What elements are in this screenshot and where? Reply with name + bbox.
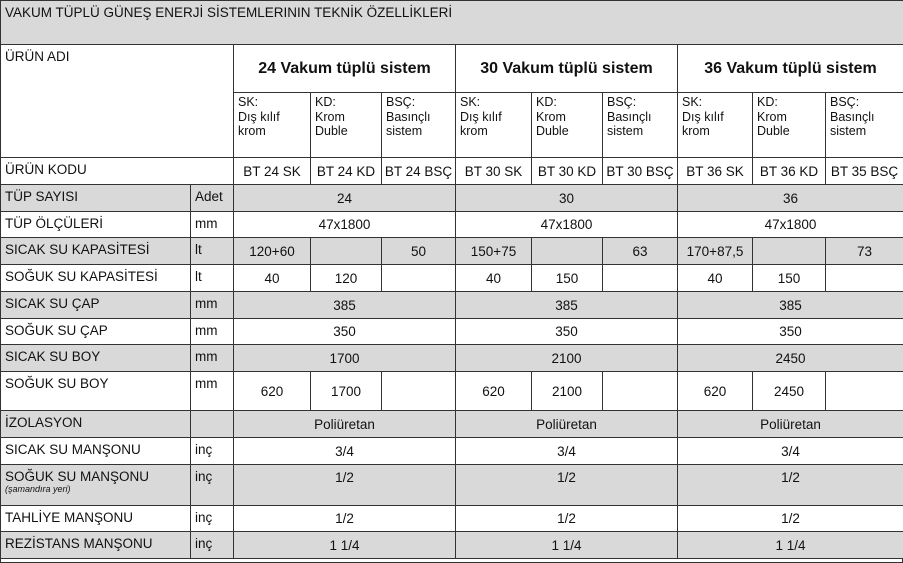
row-label [1,265,191,292]
row-label [1,438,191,465]
row-label [1,345,191,372]
value-cell [678,465,903,506]
product-name-text: ÜRÜN ADI [5,49,70,64]
variant-line: Basınçlı [607,109,652,124]
product-code-value: BT 24 SK [243,163,301,179]
product-code-cell [382,158,456,185]
row-label-text: SOĞUK SU MANŞONU [5,469,150,484]
value-cell [678,532,903,559]
value-text: 350 [333,324,356,339]
value-text: 40 [707,270,723,286]
variant-line: Basınçlı [386,109,431,124]
value-cell [234,345,456,372]
value-cell [456,238,532,265]
variant-line: sistem [386,124,423,138]
row-unit-text: inç [195,536,213,551]
variant-line: krom [682,124,710,138]
row-label-text: SICAK SU BOY [5,349,101,364]
value-cell [603,238,678,265]
value-cell [456,438,678,465]
row-label-text: TAHLİYE MANŞONU [5,510,134,525]
row-unit [191,372,234,411]
product-code-cell [234,158,311,185]
variant-line: BSÇ: [607,95,637,109]
row-label [1,465,191,506]
row-label-note: (şamandıra yeri) [5,484,71,494]
value-cell [603,265,678,292]
value-cell [826,372,903,411]
variant-cell [678,93,753,158]
product-code-value: BT 36 SK [686,163,744,179]
row-label [1,238,191,265]
value-cell [456,185,678,212]
value-cell [234,238,311,265]
product-code-value: BT 30 SK [464,163,523,179]
value-text: Poliüretan [314,416,375,432]
value-cell [532,238,603,265]
value-text: 350 [555,324,578,339]
row-unit [191,185,234,212]
variant-line: Dış kılıf [682,109,724,124]
value-text: 1/2 [557,470,576,485]
row-unit [191,438,234,465]
row-unit [191,532,234,559]
variant-line: Duble [757,124,790,138]
value-cell [456,372,532,411]
value-cell [234,438,456,465]
value-text: 3/4 [335,443,354,459]
system-header [678,45,903,93]
value-text: 1/2 [557,511,576,526]
row-label-text: REZİSTANS MANŞONU [5,536,153,551]
row-label-text: SICAK SU MANŞONU [5,442,141,457]
value-text: 2100 [551,383,583,399]
value-text: 120+60 [249,243,295,259]
variant-line: krom [238,124,266,138]
value-cell [234,292,456,319]
value-text: 385 [333,297,356,313]
value-text: 620 [482,383,505,399]
variant-line: KD: [757,95,778,109]
product-code-value: BT 24 KD [316,163,376,179]
value-cell [678,411,903,438]
value-cell [234,506,456,532]
variant-cell [311,93,382,158]
row-unit [191,411,234,438]
value-text: 24 [336,190,353,206]
value-text: Poliüretan [760,416,821,432]
row-unit [191,265,234,292]
value-text: 620 [703,383,727,399]
row-unit-text: mm [195,376,218,391]
page-title [1,1,903,45]
system-header-text: 36 Vakum tüplü sistem [704,60,877,77]
value-cell [234,212,456,238]
row-label-text: TÜP SAYISI [5,189,79,204]
value-cell [678,292,903,319]
value-text: 120 [334,270,358,286]
value-cell [456,506,678,532]
row-unit-text: Adet [195,189,223,204]
variant-cell [456,93,532,158]
value-cell [234,372,311,411]
value-cell [532,265,603,292]
variant-line: Krom [536,109,566,124]
value-cell [678,185,903,212]
value-cell [678,506,903,532]
product-code-value: BT 24 BSÇ [384,163,453,179]
value-cell [678,319,903,345]
row-label-text: SOĞUK SU ÇAP [5,323,108,338]
row-unit-text: inç [195,510,213,525]
value-cell [311,265,382,292]
value-cell [234,411,456,438]
value-cell [234,185,456,212]
value-text: 47x1800 [318,217,371,232]
variant-line: SK: [238,95,259,109]
value-cell [456,345,678,372]
row-unit [191,506,234,532]
value-cell [826,238,903,265]
value-cell [456,292,678,319]
variant-line: Basınçlı [830,109,875,124]
variant-line: Krom [315,109,345,124]
value-cell [234,319,456,345]
value-text: 350 [779,324,802,339]
value-cell [456,465,678,506]
variant-line: KD: [315,95,336,109]
value-text: 47x1800 [764,217,817,232]
value-cell [678,372,753,411]
row-label [1,532,191,559]
row-label-text: SOĞUK SU KAPASİTESİ [5,269,158,284]
system-header [456,45,678,93]
value-text: 40 [485,270,502,286]
value-text: 1/2 [335,511,354,526]
value-text: 1/2 [781,511,800,526]
product-code-cell [826,158,903,185]
row-label [1,506,191,532]
row-unit-text: lt [195,269,202,284]
row-unit-text: mm [195,216,218,231]
value-text: 3/4 [557,443,576,459]
value-cell [234,265,311,292]
value-cell [456,411,678,438]
value-cell [678,345,903,372]
variant-line: SK: [460,95,481,109]
product-code-cell [603,158,678,185]
variant-cell [753,93,826,158]
value-cell [234,532,456,559]
variant-line: Dış kılıf [238,109,280,124]
product-code-value: BT 30 KD [537,163,597,179]
product-name-label [1,45,234,158]
value-cell [311,238,382,265]
product-code-cell [532,158,603,185]
value-cell [382,238,456,265]
row-label-text: TÜP ÖLÇÜLERİ [5,216,104,231]
row-label [1,319,191,345]
row-label [1,372,191,411]
value-cell [753,265,826,292]
product-code-value: BT 35 BSÇ [830,163,899,179]
variant-line: KD: [536,95,557,109]
row-label [1,292,191,319]
value-cell [678,212,903,238]
row-unit-text: inç [195,469,213,484]
row-unit-text: mm [195,349,218,364]
value-text: 1/2 [335,470,354,485]
value-text: 385 [555,297,578,313]
value-text: 1 1/4 [329,537,360,553]
value-cell [456,212,678,238]
variant-line: sistem [607,124,644,138]
value-text: 2450 [775,350,806,366]
value-text: 40 [264,270,280,286]
system-header-text: 30 Vakum tüplü sistem [480,60,653,77]
value-text: 620 [260,383,284,399]
value-text: 3/4 [781,443,800,459]
value-text: 385 [779,297,802,313]
row-unit [191,292,234,319]
value-text: 1/2 [781,470,800,485]
row-unit [191,212,234,238]
value-text: 36 [782,190,799,206]
row-unit [191,238,234,265]
variant-cell [826,93,903,158]
value-cell [456,319,678,345]
value-cell [456,265,532,292]
value-cell [234,465,456,506]
value-cell [753,372,826,411]
value-cell [678,238,753,265]
value-cell [826,265,903,292]
row-unit-text: lt [195,242,202,257]
variant-line: BSÇ: [830,95,860,109]
product-code-text: ÜRÜN KODU [5,162,87,177]
value-text: 73 [856,243,873,259]
value-text: 63 [632,243,648,259]
row-unit-text: inç [195,442,213,457]
row-label [1,411,191,438]
value-text: 150+75 [470,243,517,259]
value-text: 2100 [551,350,582,366]
variant-line: Krom [757,109,787,124]
row-label [1,212,191,238]
row-label-text: SOĞUK SU BOY [5,376,109,391]
value-cell [311,372,382,411]
variant-line: sistem [830,124,867,138]
product-code-value: BT 36 KD [759,163,819,179]
value-text: 170+87,5 [686,243,744,259]
value-cell [456,532,678,559]
row-label [1,185,191,212]
variant-line: Dış kılıf [460,109,502,124]
value-text: 1700 [329,350,360,366]
variant-cell [234,93,311,158]
row-unit [191,345,234,372]
value-text: 30 [558,190,575,206]
product-code-cell [753,158,826,185]
value-text: 1 1/4 [775,537,806,553]
product-code-value: BT 30 BSÇ [606,163,674,179]
variant-line: Duble [315,124,348,138]
product-code-cell [456,158,532,185]
variant-line: krom [460,124,488,138]
variant-line: SK: [682,95,703,109]
value-text: 2450 [773,383,805,399]
value-cell [382,372,456,411]
variant-cell [382,93,456,158]
system-header-text: 24 Vakum tüplü sistem [258,60,431,77]
value-cell [678,438,903,465]
variant-line: BSÇ: [386,95,416,109]
row-label-text: İZOLASYON [5,415,83,430]
product-code-cell [678,158,753,185]
product-code-label [1,158,234,185]
row-unit-text: mm [195,323,218,338]
value-text: 150 [555,270,579,286]
row-unit [191,319,234,345]
variant-cell [603,93,678,158]
value-text: 1700 [330,383,362,399]
value-cell [678,265,753,292]
row-label-text: SICAK SU KAPASİTESİ [5,242,150,257]
value-cell [603,372,678,411]
value-text: Poliüretan [536,416,597,432]
value-cell [382,265,456,292]
title-text: VAKUM TÜPLÜ GÜNEŞ ENERJİ SİSTEMLERININ TEKNİK ÖZELLİKLERİ [5,5,453,20]
row-label-text: SICAK SU ÇAP [5,296,100,311]
variant-cell [532,93,603,158]
row-unit-text: mm [195,296,218,311]
value-cell [753,238,826,265]
system-header [234,45,456,93]
variant-line: Duble [536,124,569,138]
value-text: 47x1800 [540,217,593,232]
value-text: 50 [410,243,427,259]
value-text: 150 [777,270,801,286]
value-cell [532,372,603,411]
row-unit [191,465,234,506]
value-text: 1 1/4 [551,537,582,553]
product-code-cell [311,158,382,185]
